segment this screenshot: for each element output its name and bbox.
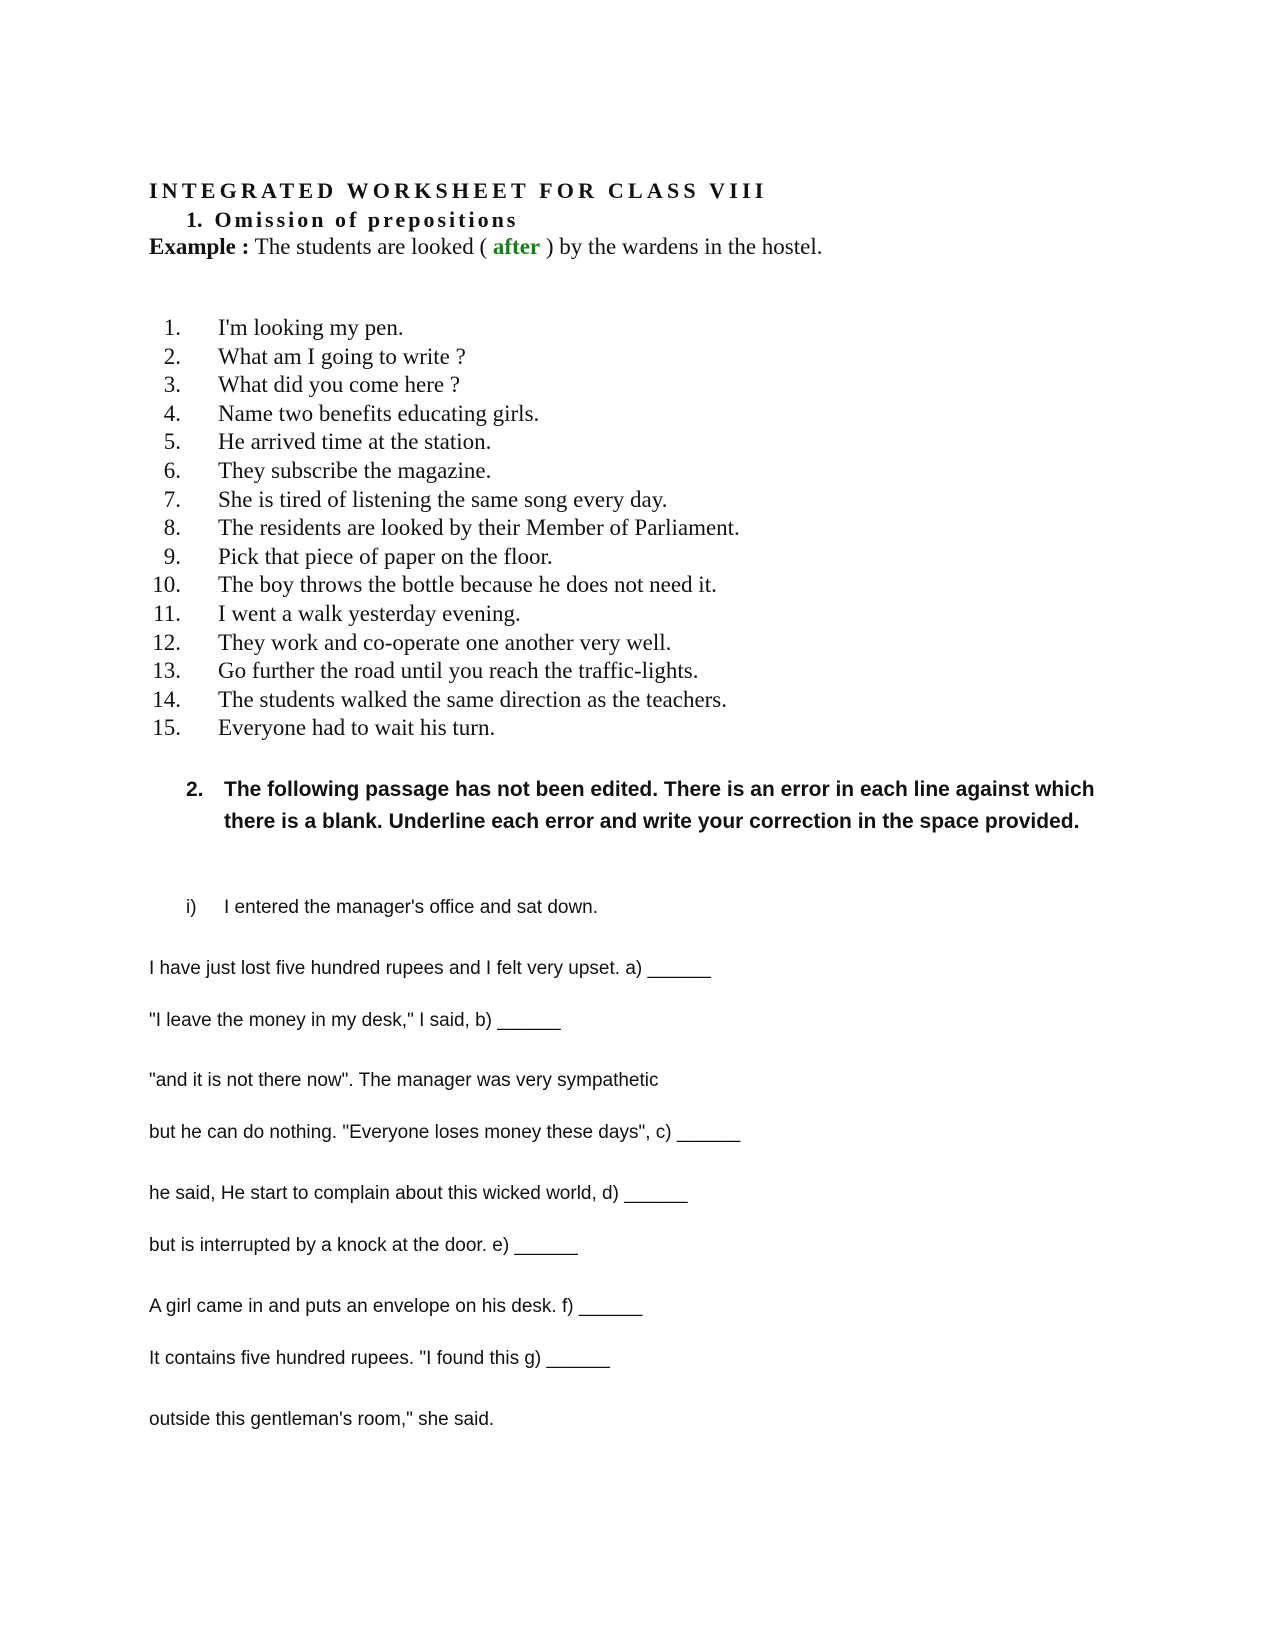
question-number: 3. bbox=[163, 372, 181, 398]
section-1-heading bbox=[186, 207, 518, 233]
question-number: 2. bbox=[163, 343, 181, 369]
question-item bbox=[149, 457, 740, 486]
question-item bbox=[149, 629, 740, 658]
section-2-heading bbox=[186, 774, 1126, 838]
question-text: The residents are looked by their Member of Parliament. bbox=[218, 515, 740, 541]
page-title: INTEGRATED WORKSHEET FOR CLASS VIII bbox=[149, 178, 768, 203]
preposition-question-list bbox=[149, 314, 740, 743]
question-item bbox=[149, 314, 740, 343]
passage-line: outside this gentleman's room," she said. bbox=[149, 1409, 495, 1430]
question-text: What did you come here ? bbox=[218, 372, 461, 398]
question-text: Name two benefits educating girls. bbox=[218, 400, 540, 426]
question-text: I'm looking my pen. bbox=[218, 315, 404, 340]
question-text: They subscribe the magazine. bbox=[218, 457, 492, 483]
question-number: 11. bbox=[153, 600, 181, 626]
passage-line: "I leave the money in my desk," I said, b) ______ bbox=[149, 1010, 561, 1031]
question-text: The students walked the same direction as the teachers. bbox=[218, 686, 728, 712]
question-number: 12. bbox=[152, 629, 181, 655]
passage-line: but is interrupted by a knock at the door. e) ______ bbox=[149, 1235, 578, 1256]
question-item bbox=[149, 686, 740, 715]
section-2-instructions: The following passage has not been edited. There is an error in each line against which there is a blank. Underline each error and write your correction in the space provided. bbox=[224, 778, 1095, 833]
question-item bbox=[149, 657, 740, 686]
passage-intro-text: I entered the manager's office and sat down. bbox=[224, 897, 599, 918]
question-item bbox=[149, 571, 740, 600]
passage-line: "and it is not there now". The manager was very sympathetic bbox=[149, 1070, 659, 1091]
question-number: 10. bbox=[152, 572, 181, 598]
question-number: 13. bbox=[152, 658, 181, 684]
example-answer: after bbox=[492, 234, 541, 259]
example-text-before: The students are looked ( bbox=[254, 234, 488, 259]
passage-line: A girl came in and puts an envelope on his desk. f) ______ bbox=[149, 1296, 643, 1317]
question-number: 14. bbox=[152, 686, 181, 712]
question-text: He arrived time at the station. bbox=[218, 429, 492, 455]
question-text: They work and co-operate one another very well. bbox=[218, 629, 672, 655]
question-item bbox=[149, 714, 740, 743]
question-number: 7. bbox=[163, 486, 181, 512]
question-text: Go further the road until you reach the traffic-lights. bbox=[218, 658, 699, 684]
question-number: 1. bbox=[163, 315, 181, 340]
section-1-number: 1. bbox=[186, 207, 203, 232]
passage-line: he said, He start to complain about this wicked world, d) ______ bbox=[149, 1183, 688, 1204]
question-text: She is tired of listening the same song every day. bbox=[218, 486, 668, 512]
section-2-number: 2. bbox=[186, 778, 204, 801]
passage-line: It contains five hundred rupees. "I found this g) ______ bbox=[149, 1348, 610, 1369]
passage-intro-line bbox=[186, 897, 598, 919]
question-number: 8. bbox=[163, 515, 181, 541]
question-item bbox=[149, 600, 740, 629]
example-label: Example : bbox=[149, 234, 250, 259]
question-text: What am I going to write ? bbox=[218, 343, 466, 369]
question-text: Everyone had to wait his turn. bbox=[218, 715, 496, 741]
example-text-after: ) by the wardens in the hostel. bbox=[545, 234, 823, 259]
question-number: 15. bbox=[152, 715, 181, 741]
question-item bbox=[149, 400, 740, 429]
question-item bbox=[149, 343, 740, 372]
question-number: 6. bbox=[163, 457, 181, 483]
passage-intro-marker: i) bbox=[186, 897, 197, 918]
question-number: 5. bbox=[163, 429, 181, 455]
question-text: The boy throws the bottle because he does not need it. bbox=[218, 572, 717, 598]
question-item bbox=[149, 428, 740, 457]
passage-line: I have just lost five hundred rupees and I felt very upset. a) ______ bbox=[149, 958, 711, 979]
question-item bbox=[149, 371, 740, 400]
passage-line: but he can do nothing. "Everyone loses money these days", c) ______ bbox=[149, 1122, 741, 1143]
question-item bbox=[149, 543, 740, 572]
question-item bbox=[149, 486, 740, 515]
question-text: Pick that piece of paper on the floor. bbox=[218, 543, 553, 569]
section-1-title: Omission of prepositions bbox=[214, 207, 519, 232]
example-sentence bbox=[149, 234, 822, 260]
question-text: I went a walk yesterday evening. bbox=[218, 600, 521, 626]
question-number: 9. bbox=[163, 543, 181, 569]
question-item bbox=[149, 514, 740, 543]
question-number: 4. bbox=[163, 400, 181, 426]
